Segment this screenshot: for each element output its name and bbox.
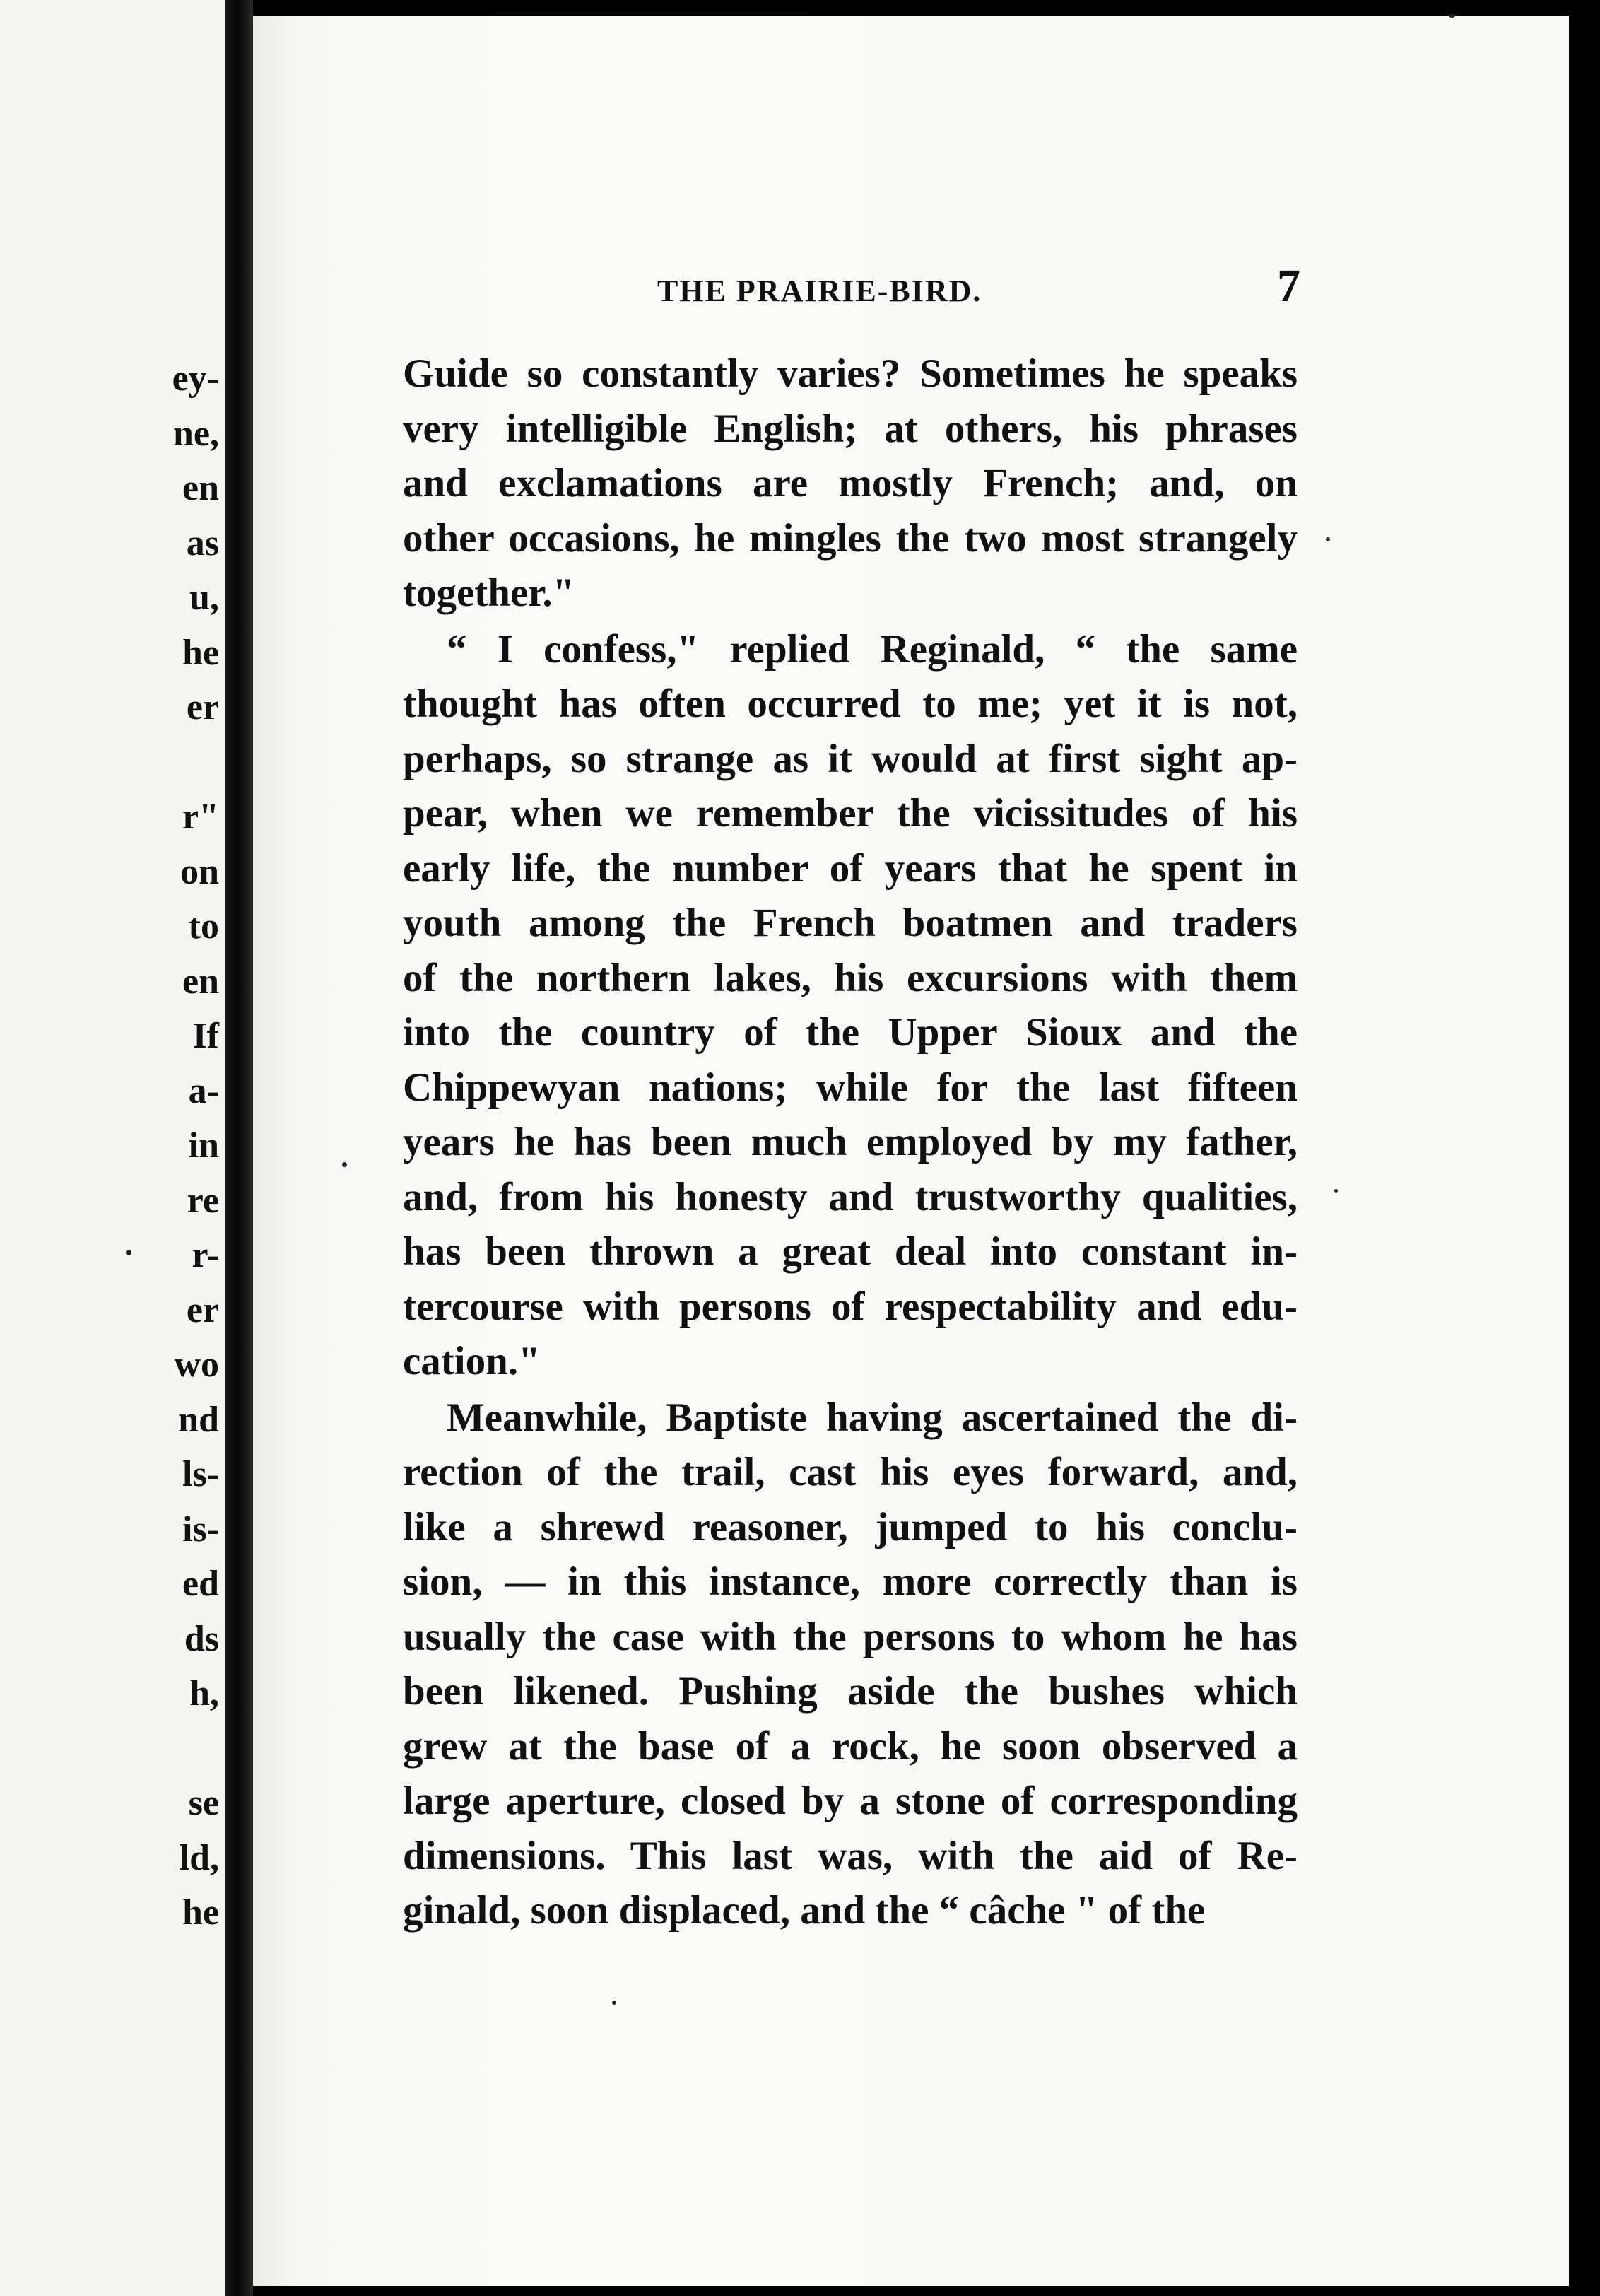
text-line: of the northern lakes, his excursions with them <box>403 955 1298 1000</box>
text-line: large aperture, closed by a stone of corresponding <box>403 1779 1298 1823</box>
left-page-fragment: he <box>182 1892 219 1933</box>
left-page-fragment: er <box>186 687 219 727</box>
left-page-fragment: ed <box>182 1564 219 1604</box>
print-speck <box>1334 1189 1338 1193</box>
left-page-fragment: ey- <box>172 358 219 399</box>
text-line: together." <box>403 570 575 615</box>
left-page-fragment: ne, <box>173 413 219 454</box>
left-page-fragment: u, <box>189 578 219 618</box>
page-number: 7 <box>1277 260 1300 312</box>
text-line: thought has often occurred to me; yet it is not, <box>403 681 1298 726</box>
print-speck <box>126 1250 131 1255</box>
text-line: into the country of the Upper Sioux and the <box>403 1010 1298 1055</box>
left-page-fragment: on <box>180 851 219 892</box>
left-page-fragment: ds <box>184 1618 219 1659</box>
running-head: THE PRAIRIE-BIRD. <box>657 274 982 308</box>
print-speck <box>1449 14 1455 18</box>
text-line: rection of the trail, cast his eyes forward, and, <box>403 1450 1298 1494</box>
left-page-fragment: nd <box>178 1399 219 1440</box>
text-line: perhaps, so strange as it would at first sight ap- <box>403 736 1298 781</box>
print-speck <box>342 1162 347 1167</box>
paragraph <box>403 622 1298 1389</box>
text-line: cation." <box>403 1339 541 1383</box>
left-page-fragment: re <box>187 1180 219 1221</box>
text-line: dimensions. This last was, with the aid of Re- <box>403 1833 1298 1878</box>
left-page-fragment: in <box>188 1125 219 1166</box>
text-line: early life, the number of years that he spent in <box>403 845 1298 891</box>
text-line: been likened. Pushing aside the bushes which <box>403 1669 1298 1714</box>
text-line: pear, when we remember the vicissitudes of his <box>403 791 1298 836</box>
text-line: and, from his honesty and trustworthy qualities, <box>403 1174 1298 1219</box>
text-line: youth among the French boatmen and traders <box>403 901 1298 945</box>
print-speck <box>1326 537 1330 541</box>
book-gutter <box>225 0 253 2296</box>
left-page-fragment: er <box>186 1289 219 1330</box>
left-page-fragment: se <box>188 1783 219 1823</box>
left-page-fragment: is- <box>182 1509 219 1550</box>
text-line: Guide so constantly varies? Sometimes he speaks <box>403 351 1298 396</box>
text-line: very intelligible English; at others, his phrases <box>403 406 1298 451</box>
text-line: “ I confess," replied Reginald, “ the same <box>447 626 1298 672</box>
body-text <box>403 346 1298 1940</box>
page-edge-shadow <box>1569 0 1600 2296</box>
left-page-fragment: ld, <box>179 1837 219 1878</box>
left-page-fragment: to <box>188 906 219 947</box>
text-line: Chippewyan nations; while for the last fifteen <box>403 1065 1298 1110</box>
text-line: Meanwhile, Baptiste having ascertained the di- <box>447 1395 1298 1440</box>
left-page-fragment: a- <box>188 1070 219 1111</box>
text-line: has been thrown a great deal into constant in- <box>403 1229 1298 1274</box>
left-page-fragment: r" <box>182 797 219 837</box>
text-line: tercourse with persons of respectability and edu- <box>403 1284 1298 1329</box>
text-line: years he has been much employed by my father, <box>403 1120 1298 1164</box>
text-line: grew at the base of a rock, he soon observed a <box>403 1723 1298 1769</box>
left-page-fragment: r- <box>192 1235 219 1275</box>
left-page-fragment: ls- <box>182 1454 219 1494</box>
left-facing-page <box>0 0 225 2296</box>
left-page-fragment: en <box>182 961 219 1002</box>
print-speck <box>612 2001 616 2005</box>
left-page-fragment: en <box>182 468 219 508</box>
left-page-fragment: he <box>182 632 219 673</box>
text-line: and exclamations are mostly French; and, on <box>403 461 1298 505</box>
paragraph <box>403 1390 1298 1938</box>
left-page-fragment: If <box>192 1016 219 1056</box>
text-line: like a shrewd reasoner, jumped to his conclu- <box>403 1504 1298 1550</box>
left-page-fragment: as <box>186 522 219 563</box>
page-header <box>396 260 1300 312</box>
text-line: sion, — in this instance, more correctly than is <box>403 1559 1298 1604</box>
text-line: ginald, soon displaced, and the “ câche " of the <box>403 1888 1206 1933</box>
left-page-fragment: wo <box>174 1345 219 1385</box>
text-line: usually the case with the persons to whom he has <box>403 1614 1298 1659</box>
left-page-fragment: h, <box>189 1673 219 1714</box>
paragraph <box>403 346 1298 621</box>
text-line: other occasions, he mingles the two most strangely <box>403 515 1298 561</box>
